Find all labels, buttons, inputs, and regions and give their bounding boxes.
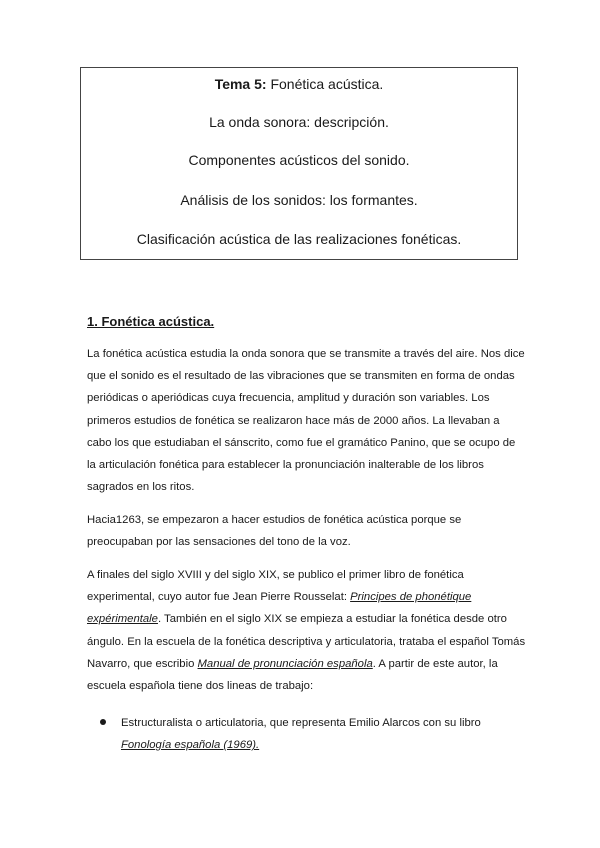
paragraph-3 bbox=[87, 564, 527, 697]
topic-title-line bbox=[81, 76, 517, 92]
subtopic-line-1: La onda sonora: descripción. bbox=[209, 114, 389, 130]
bullet-text bbox=[121, 712, 531, 756]
topic-label: Tema 5: bbox=[214, 76, 267, 92]
book-title-fonologia: Fonología española (1969). bbox=[121, 739, 260, 752]
subtopic-line-3: Análisis de los sonidos: los formantes. bbox=[180, 192, 418, 208]
subtopic-line-4: Clasificación acústica de las realizaciones fonéticas. bbox=[136, 231, 462, 247]
paragraph-3-part-2: . También en el siglo XIX se empieza a estudiar la fonética desde otro ángulo. En la escuela de la fonética descriptiva y articulatoria, trataba el español Tomás Navarro, que escribio bbox=[87, 613, 526, 670]
bullet-icon bbox=[100, 719, 106, 725]
section-heading: 1. Fonética acústica. bbox=[87, 314, 215, 329]
bullet-text-main: Estructuralista o articulatoria, que representa Emilio Alarcos con su libro bbox=[121, 717, 481, 729]
paragraph-3-part-3: . A partir de este autor, la escuela española tiene dos lineas de trabajo: bbox=[87, 657, 498, 693]
paragraph-3-part-1: A finales del siglo XVIII y del siglo XIX, se publico el primer libro de fonética experimental, cuyo autor fue Jean Pierre Rousselat: bbox=[87, 569, 464, 604]
subtopic-line-2: Componentes acústicos del sonido. bbox=[188, 152, 410, 168]
book-title-principes: Principes de phonétique expérimentale bbox=[87, 591, 472, 626]
paragraph-1: La fonética acústica estudia la onda sonora que se transmite a través del aire. Nos dice que el sonido es el resultado de las vibraciones que se transmiten en forma de ondas periódicas o aperiódicas cuya frecuencia, amplitud y duración son variables. Los primeros estudios de fonética se realizaron hace más de 2000 años. La llevaban a cabo los que estudiaban el sánscrito, como fue el gramático Panino, que se ocupo de la articulación fonética para establecer la pronunciación inalterable de los libros sagrados en los ritos. bbox=[87, 348, 525, 494]
book-title-manual: Manual de pronunciación española bbox=[197, 657, 373, 670]
paragraph-2: Hacia1263, se empezaron a hacer estudios de fonética acústica porque se preocupaban por las sensaciones del tono de la voz. bbox=[87, 514, 462, 549]
topic-title-box bbox=[80, 67, 518, 260]
topic-title: Fonética acústica. bbox=[266, 76, 384, 92]
